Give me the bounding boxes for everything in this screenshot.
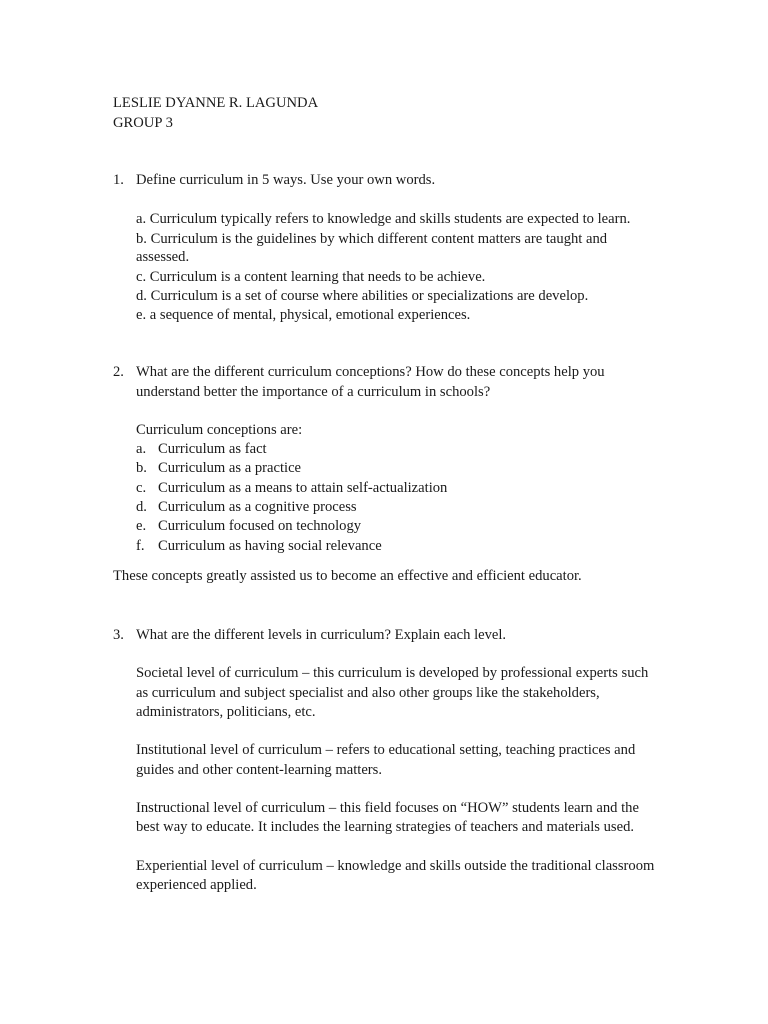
author-name: LESLIE DYANNE R. LAGUNDA [113, 95, 319, 111]
q1-answer-a: a. Curriculum typically refers to knowledge and skills students are expected to learn. [136, 211, 631, 227]
q2-item-b: Curriculum as a practice [158, 460, 302, 476]
q3-instructional-line-2: best way to educate. It includes the learning strategies of teachers and materials used. [136, 819, 635, 835]
q1-number: 1. [113, 172, 124, 188]
q2-item-a: Curriculum as fact [158, 441, 267, 457]
q3-instructional-line-1: Instructional level of curriculum – this field focuses on “HOW” students learn and the [136, 800, 639, 816]
q1-answer-c: c. Curriculum is a content learning that needs to be achieve. [136, 269, 486, 285]
q3-institutional-line-1: Institutional level of curriculum – refers to educational setting, teaching practices and [136, 742, 636, 758]
q2-item-e: Curriculum focused on technology [158, 518, 362, 534]
q1-question: Define curriculum in 5 ways. Use your own words. [136, 172, 436, 188]
group-label: GROUP 3 [113, 115, 173, 131]
q3-societal-line-1: Societal level of curriculum – this curriculum is developed by professional experts such [136, 665, 649, 681]
q2-question-line-2: understand better the importance of a curriculum in schools? [136, 384, 491, 400]
q2-question-line-1: What are the different curriculum conceptions? How do these concepts help you [136, 364, 605, 380]
q1-answer-b: b. Curriculum is the guidelines by which different content matters are taught and [136, 231, 608, 247]
q2-conclusion: These concepts greatly assisted us to become an effective and efficient educator. [113, 568, 582, 584]
q2-item-f-letter: f. [136, 538, 145, 554]
q3-institutional-line-2: guides and other content-learning matters. [136, 762, 382, 778]
q3-societal-line-3: administrators, politicians, etc. [136, 704, 316, 720]
q1-answer-b-cont: assessed. [136, 249, 190, 265]
q2-item-a-letter: a. [136, 441, 147, 457]
q3-number: 3. [113, 627, 124, 643]
q2-item-b-letter: b. [136, 460, 147, 476]
q2-item-d-letter: d. [136, 499, 147, 515]
q2-item-c: Curriculum as a means to attain self-actualization [158, 480, 448, 496]
q2-item-f: Curriculum as having social relevance [158, 538, 382, 554]
q1-answer-e: e. a sequence of mental, physical, emotional experiences. [136, 307, 471, 323]
q2-item-c-letter: c. [136, 480, 147, 496]
q2-intro: Curriculum conceptions are: [136, 422, 303, 438]
q3-question: What are the different levels in curriculum? Explain each level. [136, 627, 507, 643]
q2-number: 2. [113, 364, 124, 380]
q3-experiential-line-1: Experiential level of curriculum – knowledge and skills outside the traditional classroom [136, 858, 655, 874]
q2-item-d: Curriculum as a cognitive process [158, 499, 357, 515]
q2-item-e-letter: e. [136, 518, 147, 534]
q1-answer-d: d. Curriculum is a set of course where abilities or specializations are develop. [136, 288, 589, 304]
q3-societal-line-2: as curriculum and subject specialist and also other groups like the stakeholders, [136, 685, 600, 701]
q3-experiential-line-2: experienced applied. [136, 877, 257, 893]
